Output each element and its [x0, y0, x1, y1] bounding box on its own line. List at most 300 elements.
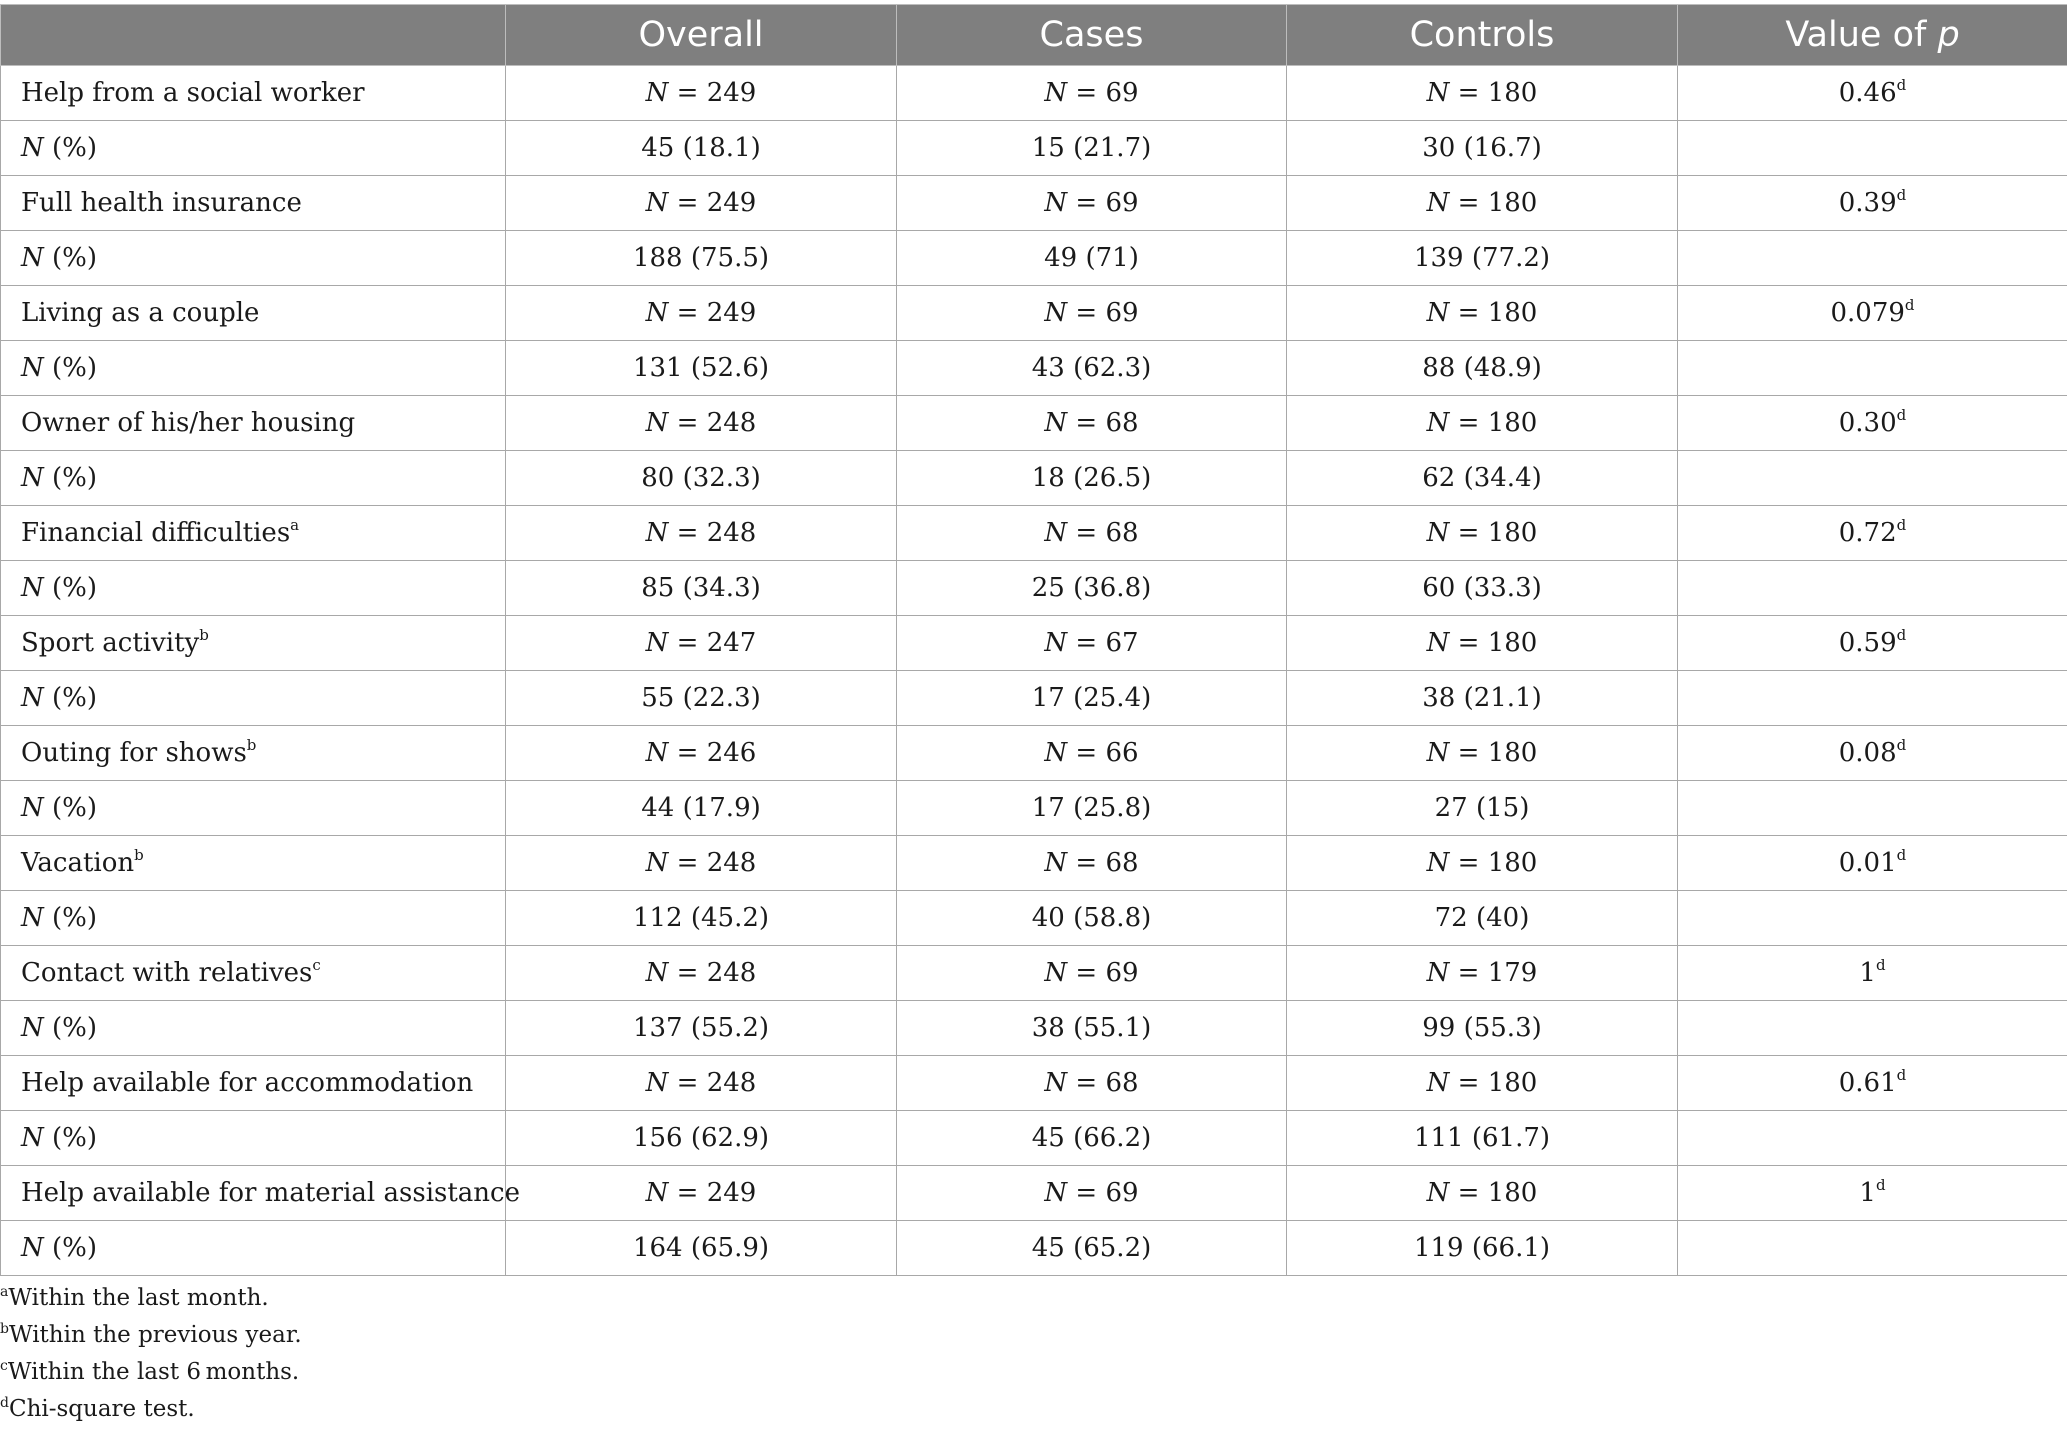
table-row — [1, 891, 2067, 946]
n-cell-controls — [1287, 616, 1678, 671]
row-label — [1, 1111, 506, 1166]
n-equals: = — [1067, 78, 1106, 108]
pct-label-suffix: (%) — [43, 793, 98, 823]
n-symbol: N — [21, 353, 44, 383]
n-equals: = — [668, 848, 707, 878]
n-value: 69 — [1105, 298, 1139, 328]
p-footnote-mark: d — [1896, 736, 1907, 754]
empty-cell — [1678, 561, 2067, 616]
n-equals: = — [1449, 78, 1488, 108]
n-cell-cases — [897, 616, 1287, 671]
n-symbol: N — [1044, 848, 1068, 878]
pct-value: 112 (45.2) — [632, 903, 770, 933]
pct-value: 40 (58.8) — [1031, 903, 1152, 933]
row-label — [1, 1001, 506, 1056]
pct-cell-overall — [506, 891, 897, 946]
n-value: 249 — [706, 1178, 757, 1208]
row-label — [1, 231, 506, 286]
n-symbol: N — [21, 243, 44, 273]
row-label — [1, 341, 506, 396]
n-cell-cases — [897, 176, 1287, 231]
p-value: 1 — [1859, 958, 1876, 988]
n-value: 180 — [1487, 1178, 1538, 1208]
n-value: 179 — [1487, 958, 1538, 988]
n-cell-cases — [897, 396, 1287, 451]
p-value: 0.39 — [1838, 188, 1897, 218]
n-equals: = — [1449, 1178, 1488, 1208]
n-value: 248 — [706, 408, 757, 438]
pct-label-suffix: (%) — [43, 683, 98, 713]
header-cases: Cases — [897, 5, 1287, 66]
n-equals: = — [668, 958, 707, 988]
p-footnote-mark: d — [1896, 1066, 1907, 1084]
n-symbol: N — [1426, 298, 1450, 328]
n-value: 69 — [1105, 188, 1139, 218]
n-value: 69 — [1105, 78, 1139, 108]
n-cell-cases — [897, 1166, 1287, 1221]
row-label — [1, 506, 506, 561]
n-symbol: N — [645, 518, 669, 548]
n-symbol: N — [21, 793, 44, 823]
footnote-text: Within the previous year. — [8, 1322, 302, 1348]
table-body — [1, 66, 2067, 1276]
pct-cell-overall — [506, 781, 897, 836]
row-label — [1, 561, 506, 616]
n-value: 246 — [706, 738, 757, 768]
n-value: 247 — [706, 628, 757, 658]
n-cell-controls — [1287, 506, 1678, 561]
n-value: 180 — [1487, 518, 1538, 548]
pct-cell-overall — [506, 1001, 897, 1056]
table-row — [1, 1056, 2067, 1111]
n-symbol: N — [1044, 408, 1068, 438]
n-symbol: N — [645, 848, 669, 878]
pct-value: 55 (22.3) — [641, 683, 761, 713]
pct-cell-controls — [1287, 451, 1678, 506]
n-equals: = — [1449, 1068, 1488, 1098]
p-value: 0.72 — [1838, 518, 1897, 548]
pct-value: 62 (34.4) — [1422, 463, 1542, 493]
pct-cell-controls — [1287, 1001, 1678, 1056]
n-equals: = — [668, 628, 707, 658]
p-value: 1 — [1859, 1178, 1876, 1208]
header-p-value: Value of p — [1678, 5, 2067, 66]
pct-cell-overall — [506, 451, 897, 506]
empty-cell — [1678, 341, 2067, 396]
row-label — [1, 946, 506, 1001]
table-row — [1, 396, 2067, 451]
n-value: 248 — [706, 958, 757, 988]
pct-cell-overall — [506, 1221, 897, 1276]
n-cell-overall — [506, 1056, 897, 1111]
n-cell-overall — [506, 726, 897, 781]
n-value: 68 — [1105, 1068, 1139, 1098]
n-equals: = — [1449, 518, 1488, 548]
row-label — [1, 451, 506, 506]
p-value: 0.01 — [1838, 848, 1897, 878]
table-row — [1, 451, 2067, 506]
p-value-cell — [1678, 176, 2067, 231]
n-symbol: N — [1044, 298, 1068, 328]
table-row — [1, 1001, 2067, 1056]
pct-value: 27 (15) — [1434, 793, 1530, 823]
row-label — [1, 286, 506, 341]
n-symbol: N — [645, 738, 669, 768]
table-row — [1, 341, 2067, 396]
n-equals: = — [668, 298, 707, 328]
n-value: 249 — [706, 188, 757, 218]
n-equals: = — [1067, 518, 1106, 548]
table-row — [1, 121, 2067, 176]
n-cell-cases — [897, 946, 1287, 1001]
table-row — [1, 506, 2067, 561]
footnote-mark: c — [0, 1358, 8, 1374]
p-value-cell — [1678, 506, 2067, 561]
n-cell-controls — [1287, 726, 1678, 781]
n-value: 68 — [1105, 518, 1139, 548]
n-cell-cases — [897, 66, 1287, 121]
header-row — [1, 5, 2067, 66]
pct-cell-controls — [1287, 891, 1678, 946]
n-cell-overall — [506, 506, 897, 561]
pct-value: 139 (77.2) — [1413, 243, 1551, 273]
p-value-cell — [1678, 1056, 2067, 1111]
n-equals: = — [1067, 298, 1106, 328]
p-value: 0.61 — [1838, 1068, 1897, 1098]
pct-value: 15 (21.7) — [1031, 133, 1152, 163]
pct-value: 60 (33.3) — [1422, 573, 1542, 603]
n-symbol: N — [1044, 518, 1068, 548]
n-value: 180 — [1487, 738, 1538, 768]
row-label — [1, 1056, 506, 1111]
row-label-text: Living as a couple — [21, 298, 260, 328]
n-equals: = — [1067, 408, 1106, 438]
n-value: 180 — [1487, 628, 1538, 658]
n-cell-cases — [897, 506, 1287, 561]
n-symbol: N — [21, 463, 44, 493]
p-value-cell — [1678, 946, 2067, 1001]
empty-cell — [1678, 121, 2067, 176]
n-cell-overall — [506, 616, 897, 671]
row-label — [1, 66, 506, 121]
row-label — [1, 121, 506, 176]
p-footnote-mark: d — [1896, 846, 1907, 864]
n-equals: = — [1067, 958, 1106, 988]
n-cell-controls — [1287, 396, 1678, 451]
n-cell-controls — [1287, 946, 1678, 1001]
pct-value: 49 (71) — [1044, 243, 1139, 273]
pct-value: 131 (52.6) — [632, 353, 770, 383]
pct-cell-cases — [897, 341, 1287, 396]
n-cell-overall — [506, 176, 897, 231]
n-symbol: N — [645, 1068, 669, 1098]
p-footnote-mark: d — [1896, 186, 1907, 204]
pct-label-suffix: (%) — [43, 1233, 98, 1263]
empty-cell — [1678, 1221, 2067, 1276]
pct-cell-controls — [1287, 781, 1678, 836]
p-value: 0.08 — [1838, 738, 1897, 768]
n-value: 180 — [1487, 188, 1538, 218]
footnote-text: Within the last month. — [8, 1285, 269, 1311]
table-row — [1, 836, 2067, 891]
n-value: 68 — [1105, 408, 1139, 438]
pct-label-suffix: (%) — [43, 133, 98, 163]
n-symbol: N — [21, 1123, 44, 1153]
table-row — [1, 231, 2067, 286]
pct-value: 88 (48.9) — [1422, 353, 1542, 383]
pct-cell-controls — [1287, 561, 1678, 616]
n-equals: = — [1067, 848, 1106, 878]
n-value: 180 — [1487, 78, 1538, 108]
row-label-text: Full health insurance — [21, 188, 302, 218]
pct-value: 164 (65.9) — [632, 1233, 770, 1263]
footnote-mark: b — [199, 626, 209, 644]
table-header — [1, 5, 2067, 66]
n-cell-controls — [1287, 1166, 1678, 1221]
n-cell-cases — [897, 1056, 1287, 1111]
n-equals: = — [1449, 628, 1488, 658]
p-value-cell — [1678, 836, 2067, 891]
pct-value: 44 (17.9) — [641, 793, 761, 823]
n-equals: = — [1449, 188, 1488, 218]
table-row — [1, 561, 2067, 616]
pct-label-suffix: (%) — [43, 463, 98, 493]
row-label — [1, 836, 506, 891]
table-row — [1, 66, 2067, 121]
pct-value: 45 (65.2) — [1031, 1233, 1152, 1263]
n-equals: = — [668, 738, 707, 768]
footnote-mark: c — [312, 956, 321, 974]
n-equals: = — [1449, 408, 1488, 438]
pct-label-suffix: (%) — [43, 243, 98, 273]
n-symbol: N — [645, 958, 669, 988]
table-row — [1, 946, 2067, 1001]
n-equals: = — [1067, 188, 1106, 218]
n-symbol: N — [645, 408, 669, 438]
n-symbol: N — [1426, 628, 1450, 658]
pct-cell-overall — [506, 231, 897, 286]
pct-label-suffix: (%) — [43, 1123, 98, 1153]
footnote-mark: b — [0, 1321, 9, 1337]
row-label-text: Vacation — [21, 848, 135, 878]
pct-value: 30 (16.7) — [1422, 133, 1542, 163]
pct-value: 17 (25.4) — [1031, 683, 1152, 713]
n-value: 180 — [1487, 408, 1538, 438]
pct-cell-cases — [897, 1001, 1287, 1056]
pct-cell-cases — [897, 781, 1287, 836]
data-table — [0, 4, 2067, 1276]
n-value: 248 — [706, 1068, 757, 1098]
p-value-cell — [1678, 726, 2067, 781]
pct-cell-cases — [897, 231, 1287, 286]
n-value: 248 — [706, 848, 757, 878]
row-label-text: Help from a social worker — [21, 78, 365, 108]
p-value-cell — [1678, 616, 2067, 671]
pct-cell-cases — [897, 1111, 1287, 1166]
n-symbol: N — [1426, 1068, 1450, 1098]
row-label — [1, 781, 506, 836]
n-value: 180 — [1487, 1068, 1538, 1098]
p-footnote-mark: d — [1896, 516, 1907, 534]
row-label — [1, 396, 506, 451]
footnote-text: Within the last 6 months. — [7, 1359, 300, 1385]
row-label — [1, 1166, 520, 1221]
row-label-text: Help available for accommodation — [21, 1068, 474, 1098]
n-cell-cases — [897, 726, 1287, 781]
table-row — [1, 616, 2067, 671]
footnote — [0, 1317, 302, 1354]
p-value-cell — [1678, 396, 2067, 451]
n-symbol: N — [645, 1178, 669, 1208]
row-label-text: Outing for shows — [21, 738, 247, 768]
p-value: 0.46 — [1838, 78, 1897, 108]
table-row — [1, 1166, 2067, 1221]
row-label — [1, 726, 506, 781]
row-label — [1, 1221, 506, 1276]
table-row — [1, 1221, 2067, 1276]
pct-cell-controls — [1287, 1221, 1678, 1276]
pct-value: 17 (25.8) — [1031, 793, 1152, 823]
n-symbol: N — [1044, 738, 1068, 768]
n-symbol: N — [21, 1013, 44, 1043]
n-symbol: N — [1044, 188, 1068, 218]
p-value-cell — [1678, 286, 2067, 341]
n-equals: = — [1067, 628, 1106, 658]
empty-cell — [1678, 1001, 2067, 1056]
n-symbol: N — [1426, 408, 1450, 438]
footnote-text: Chi-square test. — [8, 1396, 195, 1422]
pct-value: 38 (55.1) — [1031, 1013, 1152, 1043]
pct-cell-controls — [1287, 121, 1678, 176]
n-symbol: N — [1426, 1178, 1450, 1208]
n-symbol: N — [21, 1233, 44, 1263]
row-label-text: Sport activity — [21, 628, 200, 658]
pct-cell-overall — [506, 341, 897, 396]
row-label-text: Financial difficulties — [21, 518, 291, 548]
n-equals: = — [668, 188, 707, 218]
header-empty — [1, 5, 506, 66]
pct-cell-overall — [506, 1111, 897, 1166]
pct-cell-overall — [506, 671, 897, 726]
n-cell-overall — [506, 1166, 897, 1221]
pct-cell-cases — [897, 561, 1287, 616]
header-overall: Overall — [506, 5, 897, 66]
row-label — [1, 671, 506, 726]
footnote-mark: b — [134, 846, 144, 864]
n-symbol: N — [1044, 1068, 1068, 1098]
row-label — [1, 176, 506, 231]
n-symbol: N — [645, 628, 669, 658]
n-value: 67 — [1105, 628, 1139, 658]
p-footnote-mark: d — [1904, 296, 1915, 314]
n-equals: = — [668, 518, 707, 548]
pct-label-suffix: (%) — [43, 573, 98, 603]
n-symbol: N — [645, 78, 669, 108]
empty-cell — [1678, 891, 2067, 946]
n-cell-controls — [1287, 1056, 1678, 1111]
n-symbol: N — [21, 573, 44, 603]
p-value-cell — [1678, 1166, 2067, 1221]
pct-value: 99 (55.3) — [1422, 1013, 1542, 1043]
n-symbol: N — [1044, 78, 1068, 108]
pct-label-suffix: (%) — [43, 903, 98, 933]
pct-value: 119 (66.1) — [1413, 1233, 1551, 1263]
row-label-text: Owner of his/her housing — [21, 408, 356, 438]
footnote — [0, 1280, 302, 1317]
pct-cell-cases — [897, 451, 1287, 506]
pct-value: 111 (61.7) — [1413, 1123, 1551, 1153]
footnote-mark: a — [0, 1284, 9, 1300]
n-symbol: N — [1426, 738, 1450, 768]
footnote-mark: d — [0, 1395, 9, 1411]
pct-cell-controls — [1287, 231, 1678, 286]
p-footnote-mark: d — [1896, 76, 1907, 94]
n-cell-overall — [506, 396, 897, 451]
row-label — [1, 616, 506, 671]
n-symbol: N — [645, 298, 669, 328]
n-symbol: N — [21, 903, 44, 933]
n-value: 248 — [706, 518, 757, 548]
n-symbol: N — [1426, 78, 1450, 108]
n-cell-cases — [897, 836, 1287, 891]
n-value: 66 — [1105, 738, 1139, 768]
n-value: 180 — [1487, 848, 1538, 878]
p-footnote-mark: d — [1896, 406, 1907, 424]
row-label-text: Help available for material assistance — [21, 1178, 520, 1208]
n-cell-controls — [1287, 66, 1678, 121]
n-symbol: N — [1426, 188, 1450, 218]
p-value-cell — [1678, 66, 2067, 121]
pct-value: 80 (32.3) — [641, 463, 761, 493]
n-value: 180 — [1487, 298, 1538, 328]
table-row — [1, 286, 2067, 341]
pct-cell-overall — [506, 121, 897, 176]
pct-cell-cases — [897, 671, 1287, 726]
n-equals: = — [1449, 298, 1488, 328]
pct-value: 45 (18.1) — [641, 133, 761, 163]
n-symbol: N — [1044, 958, 1068, 988]
footnote — [0, 1391, 302, 1428]
n-value: 68 — [1105, 848, 1139, 878]
n-value: 249 — [706, 78, 757, 108]
pct-value: 18 (26.5) — [1031, 463, 1152, 493]
n-symbol: N — [645, 188, 669, 218]
n-equals: = — [1449, 848, 1488, 878]
n-symbol: N — [1426, 518, 1450, 548]
n-value: 69 — [1105, 1178, 1139, 1208]
empty-cell — [1678, 781, 2067, 836]
n-symbol: N — [1426, 848, 1450, 878]
table-row — [1, 176, 2067, 231]
empty-cell — [1678, 1111, 2067, 1166]
n-equals: = — [668, 78, 707, 108]
n-cell-overall — [506, 66, 897, 121]
n-symbol: N — [1044, 1178, 1068, 1208]
n-cell-overall — [506, 836, 897, 891]
n-value: 249 — [706, 298, 757, 328]
n-equals: = — [1067, 1178, 1106, 1208]
pct-value: 85 (34.3) — [641, 573, 761, 603]
header-controls: Controls — [1287, 5, 1678, 66]
p-footnote-mark: d — [1875, 956, 1886, 974]
n-symbol: N — [21, 683, 44, 713]
p-value: 0.079 — [1830, 298, 1905, 328]
n-equals: = — [1067, 1068, 1106, 1098]
table-row — [1, 1111, 2067, 1166]
n-equals: = — [668, 1178, 707, 1208]
n-cell-controls — [1287, 286, 1678, 341]
footnote-mark: a — [290, 516, 300, 534]
